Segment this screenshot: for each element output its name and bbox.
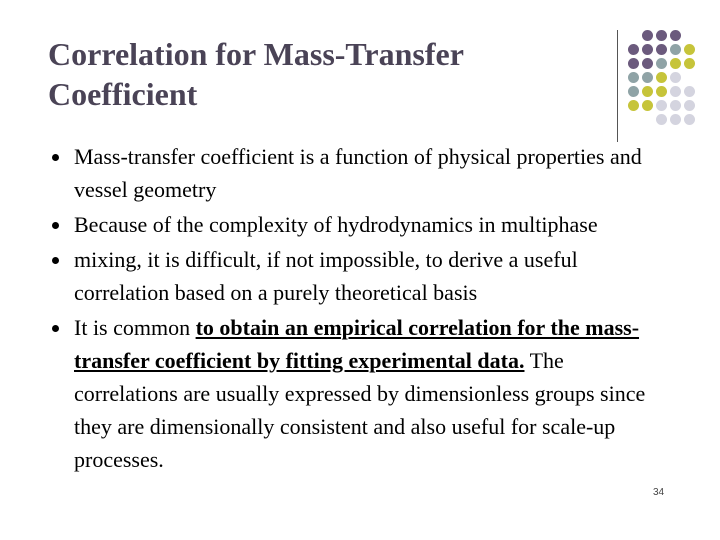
decorative-dot bbox=[684, 114, 695, 125]
decorative-dot bbox=[642, 72, 653, 83]
bullet-tail-text: The correlations are usually expressed by dimensionless groups since they are dimensionally consistent and also useful for scale-up processes. bbox=[74, 348, 646, 472]
decorative-dot bbox=[670, 30, 681, 41]
decorative-dot bbox=[642, 58, 653, 69]
bullet-emphasis-text: to obtain an empirical correlation for the mass-transfer coefficient by fitting experimental data. bbox=[74, 315, 640, 373]
bullet-item bbox=[52, 140, 652, 206]
bullet-marker-icon bbox=[52, 257, 59, 264]
decorative-dot bbox=[628, 100, 639, 111]
decorative-dot bbox=[642, 100, 653, 111]
bullet-item bbox=[52, 243, 652, 309]
bullet-item bbox=[52, 311, 652, 476]
decorative-dot bbox=[670, 114, 681, 125]
decorative-dot bbox=[656, 114, 667, 125]
decorative-dot bbox=[684, 100, 695, 111]
decorative-dot-grid bbox=[628, 30, 700, 130]
decorative-dot bbox=[684, 44, 695, 55]
decorative-dot bbox=[670, 72, 681, 83]
decorative-dot bbox=[684, 86, 695, 97]
decorative-dot bbox=[628, 44, 639, 55]
bullet-list bbox=[52, 140, 652, 478]
bullet-marker-icon bbox=[52, 154, 59, 161]
bullet-text: mixing, it is difficult, if not impossible, to derive a useful correlation based on a purely theoretical basis bbox=[74, 247, 578, 305]
bullet-item bbox=[52, 208, 652, 241]
decorative-dot bbox=[684, 58, 695, 69]
bullet-text: Mass-transfer coefficient is a function of physical properties and vessel geometry bbox=[74, 144, 642, 202]
bottom-mask bbox=[0, 528, 720, 540]
slide-title: Correlation for Mass-Transfer Coefficient bbox=[48, 36, 464, 112]
bullet-marker-icon bbox=[52, 325, 59, 332]
decorative-dot bbox=[656, 86, 667, 97]
decorative-dot bbox=[656, 100, 667, 111]
bullet-marker-icon bbox=[52, 222, 59, 229]
decorative-dot bbox=[642, 30, 653, 41]
decorative-dot bbox=[670, 44, 681, 55]
bullet-lead-text: It is common bbox=[74, 315, 196, 340]
page-number: 34 bbox=[653, 487, 665, 498]
decorative-dot bbox=[628, 72, 639, 83]
decorative-dot bbox=[656, 30, 667, 41]
decorative-dot bbox=[670, 86, 681, 97]
decorative-dot bbox=[642, 86, 653, 97]
decorative-dot bbox=[656, 58, 667, 69]
decorative-dot bbox=[656, 72, 667, 83]
decorative-dot bbox=[628, 86, 639, 97]
decorative-dot bbox=[656, 44, 667, 55]
bullet-text: Because of the complexity of hydrodynamics in multiphase bbox=[74, 212, 598, 237]
decorative-dot bbox=[670, 58, 681, 69]
title-divider bbox=[617, 30, 618, 142]
decorative-dot bbox=[642, 44, 653, 55]
decorative-dot bbox=[670, 100, 681, 111]
decorative-dot bbox=[628, 58, 639, 69]
